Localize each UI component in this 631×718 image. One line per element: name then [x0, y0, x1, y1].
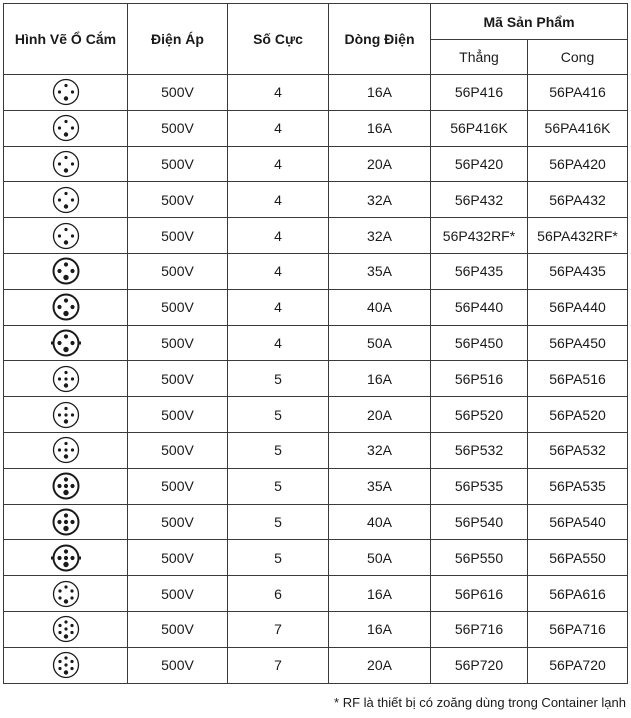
- voltage-cell: 500V: [128, 75, 228, 111]
- current-cell: 50A: [329, 325, 431, 361]
- current-cell: 40A: [329, 289, 431, 325]
- straight-code-cell: 56P416K: [431, 110, 528, 146]
- voltage-cell: 500V: [128, 325, 228, 361]
- socket-4pin-large-icon: [50, 292, 82, 322]
- table-row: [4, 325, 628, 361]
- straight-code-cell: 56P435: [431, 253, 528, 289]
- poles-cell: 5: [228, 361, 329, 397]
- poles-cell: 5: [228, 468, 329, 504]
- socket-5pin-icon: [50, 364, 82, 394]
- symbol-cell: [4, 432, 128, 468]
- voltage-cell: 500V: [128, 110, 228, 146]
- straight-code-cell: 56P540: [431, 504, 528, 540]
- poles-cell: 4: [228, 218, 329, 254]
- poles-cell: 7: [228, 647, 329, 683]
- angled-code-cell: 56PA540: [528, 504, 628, 540]
- socket-4pin-tabbed-icon: [50, 328, 82, 358]
- current-cell: 16A: [329, 110, 431, 146]
- poles-cell: 7: [228, 611, 329, 647]
- symbol-cell: [4, 397, 128, 433]
- poles-cell: 5: [228, 540, 329, 576]
- angled-code-cell: 56PA720: [528, 647, 628, 683]
- current-cell: 16A: [329, 75, 431, 111]
- current-cell: 35A: [329, 468, 431, 504]
- current-cell: 16A: [329, 576, 431, 612]
- table-row: [4, 218, 628, 254]
- straight-code-cell: 56P716: [431, 611, 528, 647]
- symbol-cell: [4, 325, 128, 361]
- current-cell: 32A: [329, 432, 431, 468]
- angled-code-cell: 56PA532: [528, 432, 628, 468]
- straight-code-cell: 56P720: [431, 647, 528, 683]
- symbol-cell: [4, 611, 128, 647]
- poles-cell: 4: [228, 75, 329, 111]
- socket-4pin-icon: [50, 149, 82, 179]
- poles-cell: 4: [228, 110, 329, 146]
- voltage-cell: 500V: [128, 468, 228, 504]
- symbol-cell: [4, 647, 128, 683]
- angled-code-cell: 56PA435: [528, 253, 628, 289]
- table-row: [4, 146, 628, 182]
- straight-code-cell: 56P516: [431, 361, 528, 397]
- table-row: [4, 289, 628, 325]
- straight-code-cell: 56P416: [431, 75, 528, 111]
- straight-code-cell: 56P420: [431, 146, 528, 182]
- angled-code-cell: 56PA616: [528, 576, 628, 612]
- angled-code-cell: 56PA450: [528, 325, 628, 361]
- socket-5pin-large-icon: [50, 507, 82, 537]
- angled-code-cell: 56PA520: [528, 397, 628, 433]
- straight-code-cell: 56P432RF*: [431, 218, 528, 254]
- table-row: [4, 397, 628, 433]
- socket-7pin-icon: [50, 650, 82, 680]
- voltage-cell: 500V: [128, 146, 228, 182]
- poles-cell: 4: [228, 253, 329, 289]
- voltage-cell: 500V: [128, 432, 228, 468]
- table-row: [4, 576, 628, 612]
- poles-cell: 4: [228, 325, 329, 361]
- header-poles: Số Cực: [228, 4, 329, 75]
- angled-code-cell: 56PA716: [528, 611, 628, 647]
- straight-code-cell: 56P550: [431, 540, 528, 576]
- socket-4pin-icon: [50, 221, 82, 251]
- voltage-cell: 500V: [128, 611, 228, 647]
- symbol-cell: [4, 146, 128, 182]
- current-cell: 40A: [329, 504, 431, 540]
- header-current: Dòng Điện: [329, 4, 431, 75]
- voltage-cell: 500V: [128, 576, 228, 612]
- symbol-cell: [4, 218, 128, 254]
- table-row: [4, 110, 628, 146]
- symbol-cell: [4, 504, 128, 540]
- angled-code-cell: 56PA550: [528, 540, 628, 576]
- table-row: [4, 432, 628, 468]
- current-cell: 20A: [329, 146, 431, 182]
- header-straight: Thẳng: [431, 40, 528, 75]
- header-product-code: Mã Sản Phẩm: [431, 4, 628, 40]
- symbol-cell: [4, 253, 128, 289]
- table-row: [4, 75, 628, 111]
- poles-cell: 4: [228, 146, 329, 182]
- socket-4pin-icon: [50, 185, 82, 215]
- voltage-cell: 500V: [128, 218, 228, 254]
- poles-cell: 5: [228, 504, 329, 540]
- symbol-cell: [4, 361, 128, 397]
- header-angled: Cong: [528, 40, 628, 75]
- product-spec-table: [3, 3, 628, 684]
- socket-4pin-icon: [50, 77, 82, 107]
- socket-7pin-icon: [50, 614, 82, 644]
- table-row: [4, 504, 628, 540]
- poles-cell: 4: [228, 289, 329, 325]
- current-cell: 16A: [329, 361, 431, 397]
- voltage-cell: 500V: [128, 182, 228, 218]
- current-cell: 20A: [329, 647, 431, 683]
- symbol-cell: [4, 468, 128, 504]
- voltage-cell: 500V: [128, 361, 228, 397]
- voltage-cell: 500V: [128, 253, 228, 289]
- socket-5pin-large-icon: [50, 471, 82, 501]
- current-cell: 35A: [329, 253, 431, 289]
- table-row: [4, 468, 628, 504]
- table-body: [4, 75, 628, 684]
- table-row: [4, 611, 628, 647]
- straight-code-cell: 56P520: [431, 397, 528, 433]
- symbol-cell: [4, 75, 128, 111]
- symbol-cell: [4, 182, 128, 218]
- straight-code-cell: 56P532: [431, 432, 528, 468]
- angled-code-cell: 56PA535: [528, 468, 628, 504]
- straight-code-cell: 56P535: [431, 468, 528, 504]
- current-cell: 16A: [329, 611, 431, 647]
- socket-5pin-icon: [50, 400, 82, 430]
- voltage-cell: 500V: [128, 647, 228, 683]
- socket-4pin-icon: [50, 113, 82, 143]
- current-cell: 32A: [329, 182, 431, 218]
- straight-code-cell: 56P450: [431, 325, 528, 361]
- socket-4pin-large-icon: [50, 256, 82, 286]
- voltage-cell: 500V: [128, 504, 228, 540]
- straight-code-cell: 56P616: [431, 576, 528, 612]
- table-row: [4, 182, 628, 218]
- table-row: [4, 253, 628, 289]
- table-row: [4, 647, 628, 683]
- poles-cell: 6: [228, 576, 329, 612]
- symbol-cell: [4, 110, 128, 146]
- symbol-cell: [4, 576, 128, 612]
- voltage-cell: 500V: [128, 540, 228, 576]
- footnote: * RF là thiết bị có zoăng dùng trong Container lạnh: [334, 695, 626, 710]
- poles-cell: 5: [228, 397, 329, 433]
- voltage-cell: 500V: [128, 289, 228, 325]
- table-row: [4, 361, 628, 397]
- angled-code-cell: 56PA432: [528, 182, 628, 218]
- current-cell: 50A: [329, 540, 431, 576]
- angled-code-cell: 56PA416K: [528, 110, 628, 146]
- straight-code-cell: 56P432: [431, 182, 528, 218]
- current-cell: 32A: [329, 218, 431, 254]
- voltage-cell: 500V: [128, 397, 228, 433]
- angled-code-cell: 56PA420: [528, 146, 628, 182]
- socket-5pin-tabbed-icon: [50, 543, 82, 573]
- poles-cell: 5: [228, 432, 329, 468]
- symbol-cell: [4, 540, 128, 576]
- poles-cell: 4: [228, 182, 329, 218]
- angled-code-cell: 56PA432RF*: [528, 218, 628, 254]
- header-voltage: Điện Áp: [128, 4, 228, 75]
- header-symbol: Hình Vẽ Ổ Cắm: [4, 4, 128, 75]
- socket-5pin-icon: [50, 435, 82, 465]
- angled-code-cell: 56PA516: [528, 361, 628, 397]
- straight-code-cell: 56P440: [431, 289, 528, 325]
- table-row: [4, 540, 628, 576]
- socket-6pin-icon: [50, 579, 82, 609]
- angled-code-cell: 56PA440: [528, 289, 628, 325]
- angled-code-cell: 56PA416: [528, 75, 628, 111]
- current-cell: 20A: [329, 397, 431, 433]
- symbol-cell: [4, 289, 128, 325]
